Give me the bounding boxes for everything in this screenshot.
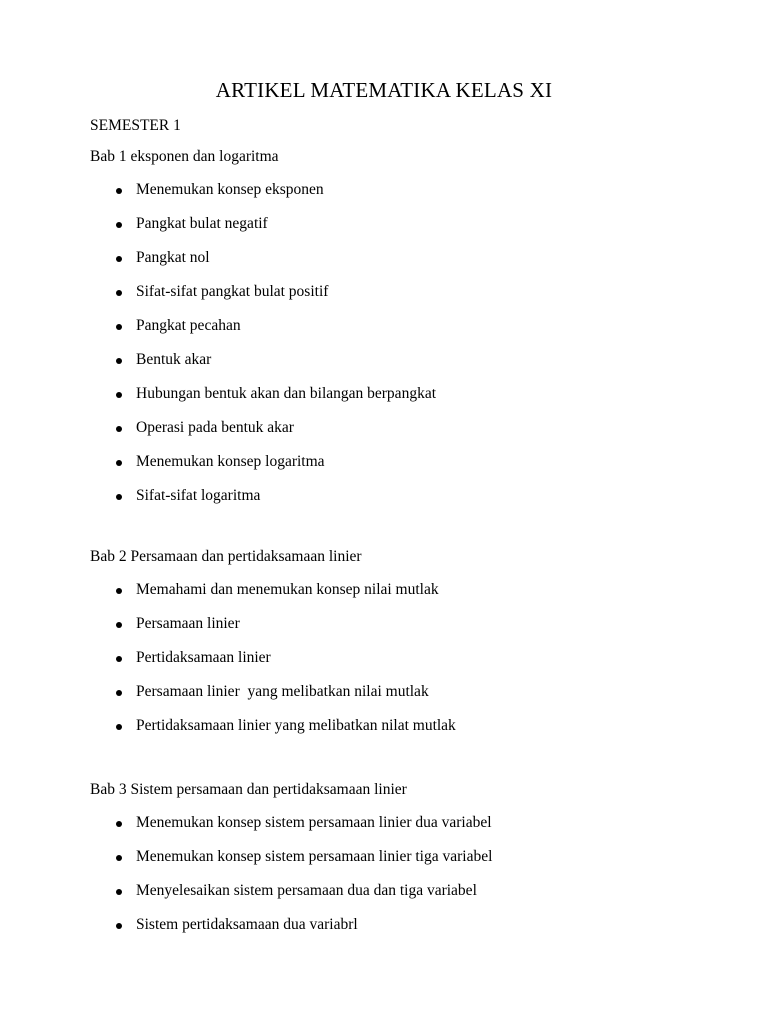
chapter-2-heading: Bab 2 Persamaan dan pertidaksamaan linier [90,548,362,565]
bullet-icon [116,494,122,500]
list-item: Persamaan linier yang melibatkan nilai mutlak [0,683,768,717]
chapter-1-list [0,181,768,521]
list-item: Persamaan linier [0,615,768,649]
list-item: Pertidaksamaan linier yang melibatkan nilat mutlak [0,717,768,751]
chapter-2-list [0,581,768,751]
bullet-icon [116,188,122,194]
bullet-icon [116,889,122,895]
list-item: Sistem pertidaksamaan dua variabrl [0,916,768,950]
bullet-icon [116,622,122,628]
list-item: Bentuk akar [0,351,768,385]
chapter-3-list [0,814,768,950]
bullet-icon [116,426,122,432]
bullet-icon [116,855,122,861]
list-item: Menemukan konsep eksponen [0,181,768,215]
bullet-icon [116,724,122,730]
list-item: Menemukan konsep logaritma [0,453,768,487]
list-item: Operasi pada bentuk akar [0,419,768,453]
list-item: Menemukan konsep sistem persamaan linier dua variabel [0,814,768,848]
bullet-icon [116,256,122,262]
list-item: Hubungan bentuk akan dan bilangan berpangkat [0,385,768,419]
bullet-icon [116,821,122,827]
bullet-icon [116,392,122,398]
semester-label: SEMESTER 1 [90,117,181,134]
bullet-icon [116,923,122,929]
list-item: Sifat-sifat logaritma [0,487,768,521]
document-title: ARTIKEL MATEMATIKA KELAS XI [215,78,553,102]
list-item: Memahami dan menemukan konsep nilai mutlak [0,581,768,615]
list-item: Sifat-sifat pangkat bulat positif [0,283,768,317]
bullet-icon [116,222,122,228]
bullet-icon [116,656,122,662]
list-item: Pangkat bulat negatif [0,215,768,249]
list-item: Pangkat pecahan [0,317,768,351]
list-item: Pangkat nol [0,249,768,283]
chapter-3-heading: Bab 3 Sistem persamaan dan pertidaksamaan linier [90,781,407,798]
list-item: Pertidaksamaan linier [0,649,768,683]
chapter-1-heading: Bab 1 eksponen dan logaritma [90,148,279,165]
bullet-icon [116,588,122,594]
bullet-icon [116,460,122,466]
list-item: Menyelesaikan sistem persamaan dua dan tiga variabel [0,882,768,916]
bullet-icon [116,358,122,364]
bullet-icon [116,324,122,330]
bullet-icon [116,690,122,696]
list-item: Menemukan konsep sistem persamaan linier tiga variabel [0,848,768,882]
bullet-icon [116,290,122,296]
